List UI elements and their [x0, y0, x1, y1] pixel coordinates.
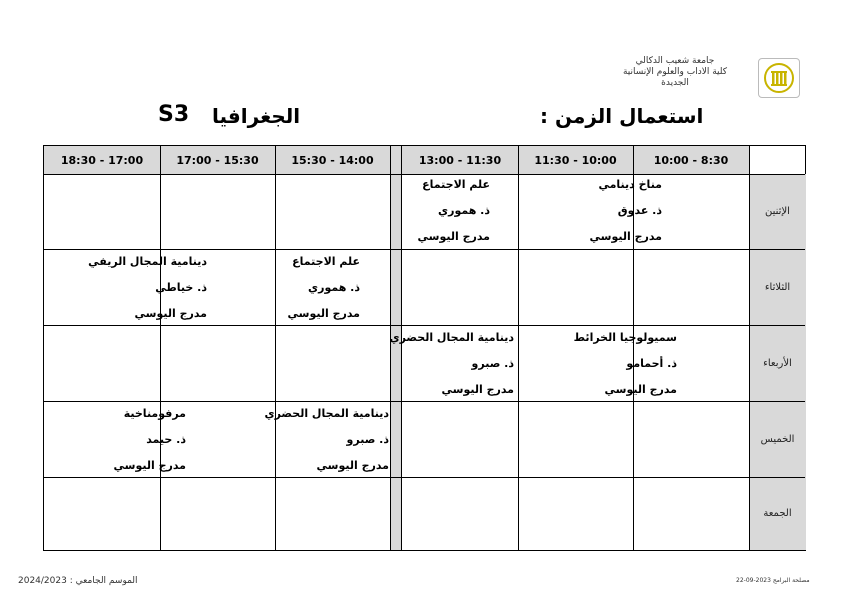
course-block: [265, 401, 390, 479]
course-room: مدرج اليوسي: [316, 459, 389, 472]
time-slot-6: 18:30 - 17:00: [60, 153, 144, 167]
city-name: الجديدة: [661, 78, 689, 88]
course-block: [418, 172, 491, 250]
day-wednesday: الأربعاء: [763, 357, 792, 369]
course-teacher: ذ. صبرو: [346, 433, 389, 446]
course-name: سميولوجيا الخرائط: [573, 331, 677, 344]
programs-office: مصلحة البرامج 2023-09-22: [736, 577, 810, 584]
course-name: دينامية المجال الحضري: [389, 331, 514, 344]
course-room: مدرج اليوسي: [417, 230, 490, 243]
course-name: مناخ دينامي: [598, 178, 662, 191]
day-friday: الجمعة: [763, 508, 792, 519]
course-room: مدرج اليوسي: [604, 383, 677, 396]
institution-header: [600, 56, 750, 89]
course-block: [590, 172, 663, 250]
course-room: مدرج اليوسي: [113, 459, 186, 472]
course-teacher: ذ. هموري: [308, 281, 360, 294]
time-slot-2: 11:30 - 10:00: [534, 153, 617, 167]
university-name: جامعة شعيب الدكالي: [635, 56, 715, 66]
day-monday: الإثنين: [765, 206, 790, 217]
university-logo: [758, 58, 800, 98]
course-block: [88, 249, 207, 327]
logo-emblem-icon: [763, 62, 795, 94]
course-room: مدرج اليوسي: [134, 307, 207, 320]
subject-title: الجغرافيا: [212, 104, 301, 128]
course-block: [390, 325, 515, 403]
course-block: [288, 249, 361, 327]
course-room: مدرج اليوسي: [287, 307, 360, 320]
course-block: [574, 325, 677, 403]
page-title: استعمال الزمن :: [540, 104, 704, 128]
course-block: [114, 401, 187, 479]
faculty-name: كلية الاداب والعلوم الإنسانية: [622, 67, 728, 77]
day-tuesday: الثلاثاء: [764, 281, 791, 293]
course-name: مرفومناخية: [123, 407, 186, 420]
course-teacher: ذ. عدوق: [617, 204, 662, 217]
course-name: علم الاجتماع: [422, 178, 490, 191]
time-slot-3: 13:00 - 11:30: [418, 153, 502, 167]
course-name: دينامية المجال الريفي: [88, 255, 207, 268]
course-room: مدرج اليوسي: [589, 230, 662, 243]
course-teacher: ذ. صبرو: [471, 357, 514, 370]
time-slot-1: 10:00 - 8:30: [653, 153, 729, 167]
course-room: مدرج اليوسي: [441, 383, 514, 396]
day-thursday: الخميس: [760, 433, 795, 445]
course-teacher: ذ. خياطي: [155, 281, 207, 294]
time-slot-5: 17:00 - 15:30: [176, 153, 259, 167]
course-teacher: ذ. أحمامو: [626, 357, 677, 370]
time-slot-4: 15:30 - 14:00: [291, 153, 374, 167]
semester-label: S3: [158, 102, 190, 127]
course-name: علم الاجتماع: [292, 255, 360, 268]
academic-season: الموسم الجامعي : 2024/2023: [18, 576, 138, 586]
course-teacher: ذ. هموري: [438, 204, 490, 217]
course-name: دينامية المجال الحضري: [264, 407, 389, 420]
course-teacher: ذ. حيمد: [146, 433, 186, 446]
